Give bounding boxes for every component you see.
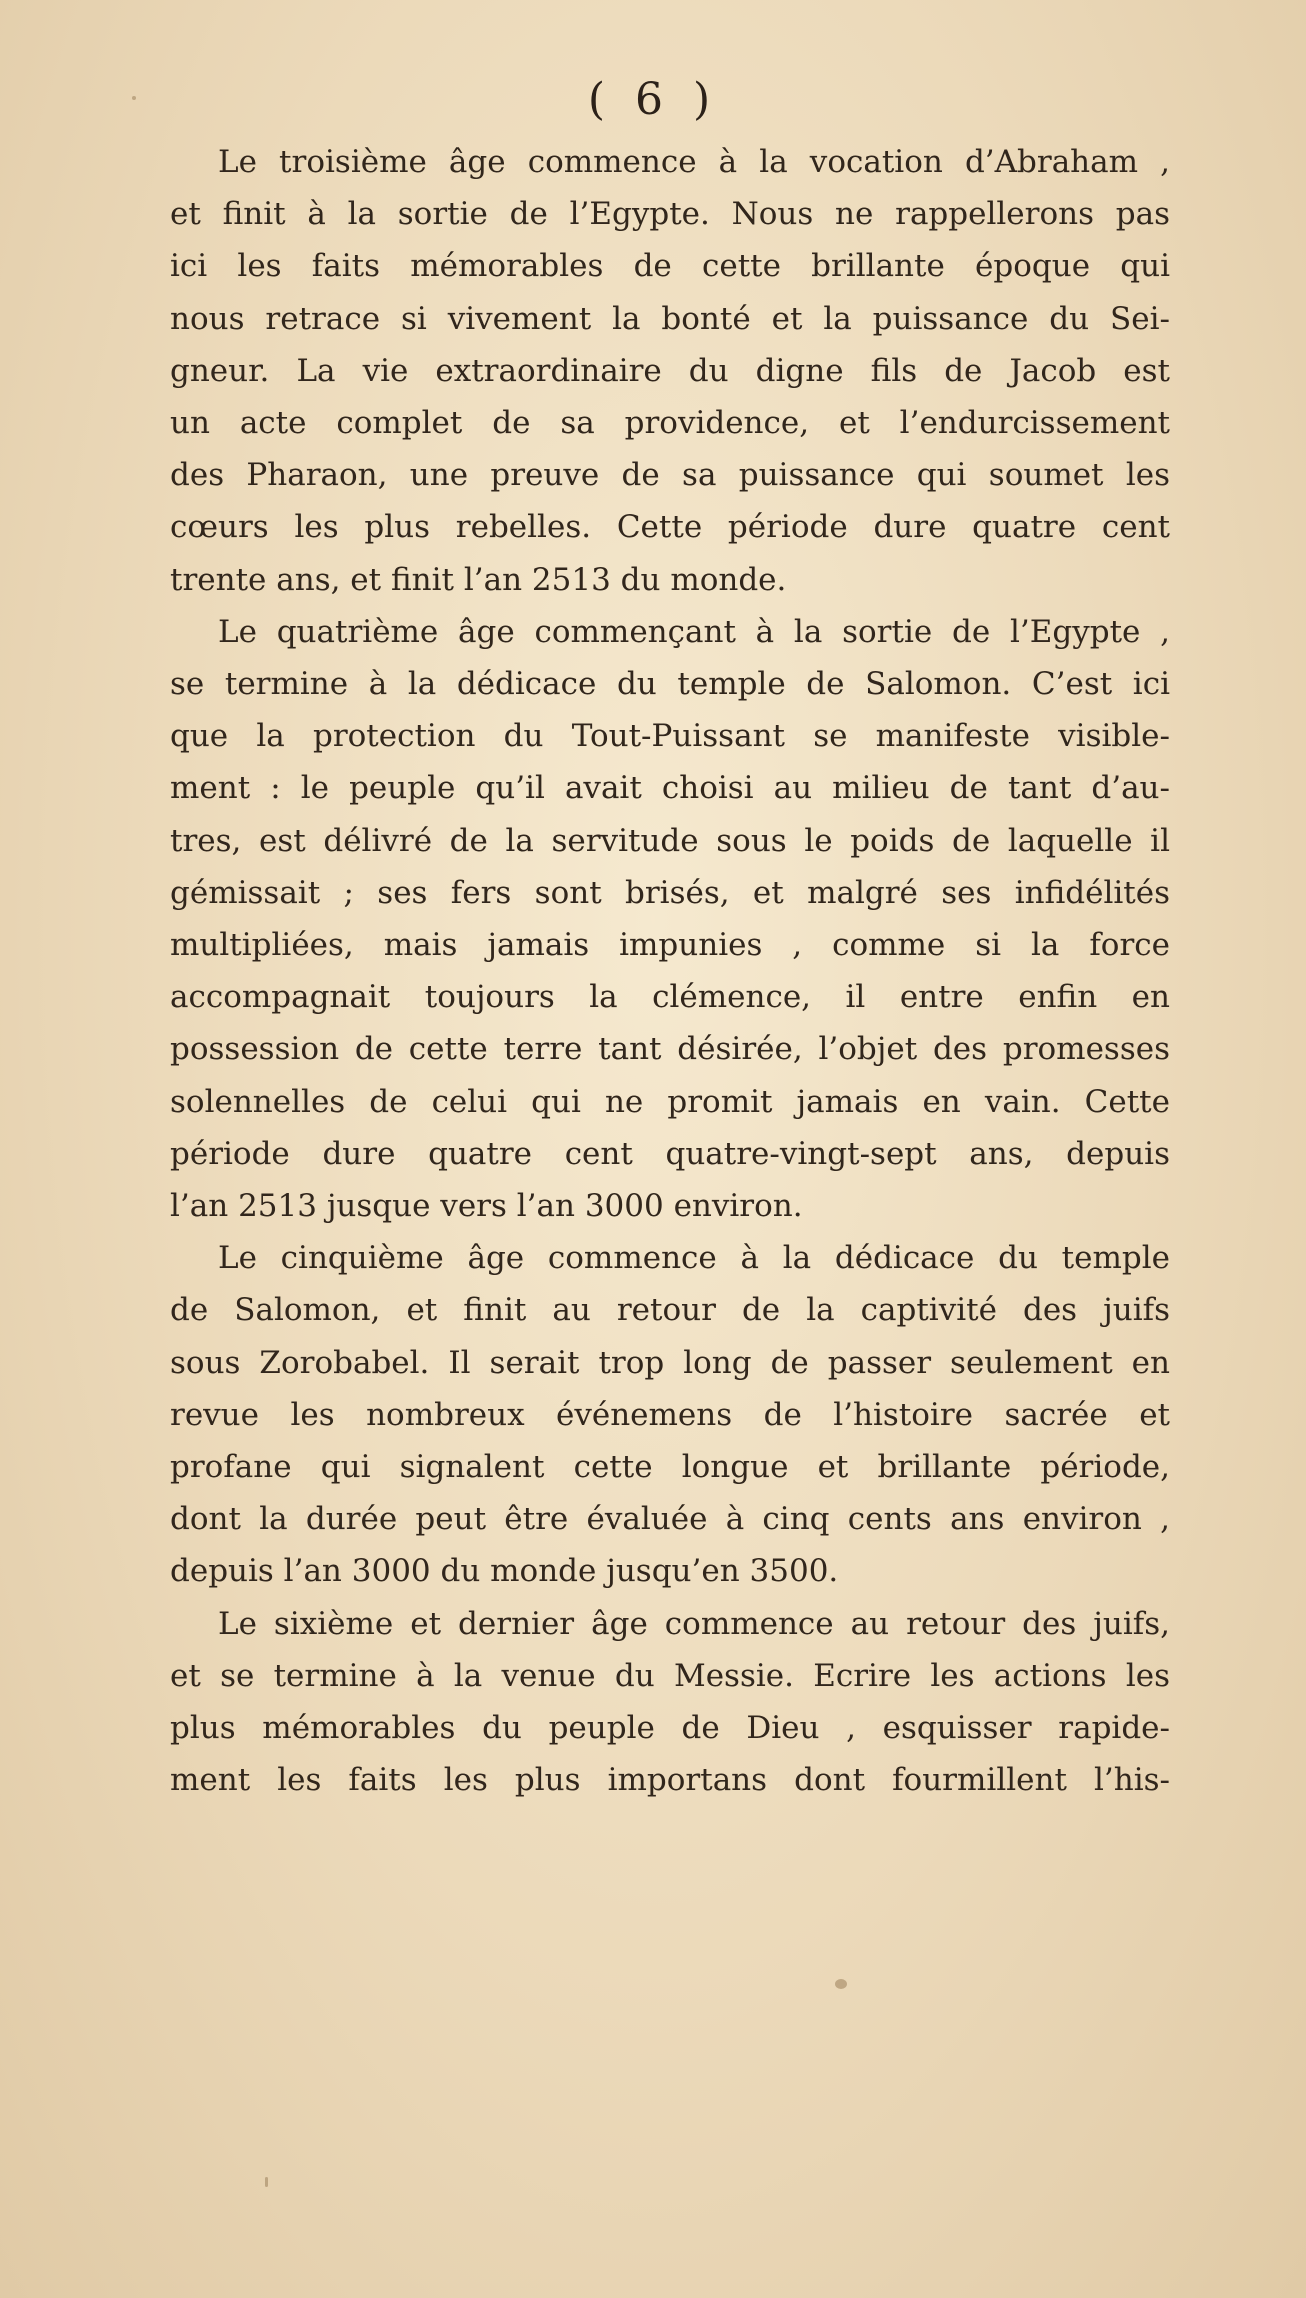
text-line: ment : le peuple qu’il avait choisi au milieu de tant d’au- xyxy=(170,770,1170,807)
text-line: des Pharaon, une preuve de sa puissance qui soumet les xyxy=(170,457,1170,494)
text-line: revue les nombreux événemens de l’histoire sacrée et xyxy=(170,1396,1170,1433)
paper-speck xyxy=(265,2177,268,2187)
text-line: accompagnait toujours la clémence, il entre enfin en xyxy=(170,979,1170,1016)
paragraph-sixth-age xyxy=(170,1598,1170,1807)
text-line: et se termine à la venue du Messie. Ecrire les actions les xyxy=(170,1657,1170,1694)
text-line: Le quatrième âge commençant à la sortie de l’Egypte , xyxy=(218,613,1170,650)
paragraph-fifth-age xyxy=(170,1232,1170,1597)
paragraph-fourth-age xyxy=(170,606,1170,1232)
text-line: sous Zorobabel. Il serait trop long de passer seulement en xyxy=(170,1344,1170,1381)
text-line: que la protection du Tout-Puissant se manifeste visible- xyxy=(170,718,1170,755)
text-line: un acte complet de sa providence, et l’endurcissement xyxy=(170,405,1170,442)
paper-speck xyxy=(132,96,136,100)
page-number: ( 6 ) xyxy=(587,74,719,125)
text-line: période dure quatre cent quatre-vingt-sept ans, depuis xyxy=(170,1135,1170,1172)
text-line: plus mémorables du peuple de Dieu , esquisser rapide- xyxy=(170,1710,1170,1747)
text-line: gémissait ; ses fers sont brisés, et malgré ses infidélités xyxy=(170,874,1170,911)
paragraph-third-age xyxy=(170,136,1170,606)
text-line: nous retrace si vivement la bonté et la puissance du Sei- xyxy=(170,300,1170,337)
text-line: trente ans, et finit l’an 2513 du monde. xyxy=(170,561,787,598)
text-line: tres, est délivré de la servitude sous le poids de laquelle il xyxy=(170,822,1170,859)
text-line: profane qui signalent cette longue et brillante période, xyxy=(170,1449,1170,1486)
text-line: Le troisième âge commence à la vocation d’Abraham , xyxy=(218,144,1170,180)
text-line: ment les faits les plus importans dont fourmillent l’his- xyxy=(170,1762,1170,1799)
text-line: de Salomon, et finit au retour de la captivité des juifs xyxy=(170,1292,1170,1329)
text-line: se termine à la dédicace du temple de Salomon. C’est ici xyxy=(170,666,1170,703)
text-line: Le sixième et dernier âge commence au retour des juifs, xyxy=(218,1605,1170,1642)
paper-speck xyxy=(835,1979,847,1989)
text-line: l’an 2513 jusque vers l’an 3000 environ. xyxy=(170,1188,803,1225)
text-line: ici les faits mémorables de cette brillante époque qui xyxy=(170,248,1170,285)
text-line: multipliées, mais jamais impunies , comme si la force xyxy=(170,927,1170,964)
text-line: solennelles de celui qui ne promit jamais en vain. Cette xyxy=(170,1083,1170,1120)
text-line: Le cinquième âge commence à la dédicace du temple xyxy=(218,1240,1170,1277)
text-line: possession de cette terre tant désirée, l’objet des promesses xyxy=(170,1031,1170,1068)
text-line: dont la durée peut être évaluée à cinq cents ans environ , xyxy=(170,1501,1170,1538)
text-line: depuis l’an 3000 du monde jusqu’en 3500. xyxy=(170,1553,839,1590)
text-line: gneur. La vie extraordinaire du digne fils de Jacob est xyxy=(170,352,1170,389)
body-text xyxy=(170,136,1170,1807)
text-line: et finit à la sortie de l’Egypte. Nous ne rappellerons pas xyxy=(170,196,1170,233)
text-line: cœurs les plus rebelles. Cette période dure quatre cent xyxy=(170,509,1170,546)
